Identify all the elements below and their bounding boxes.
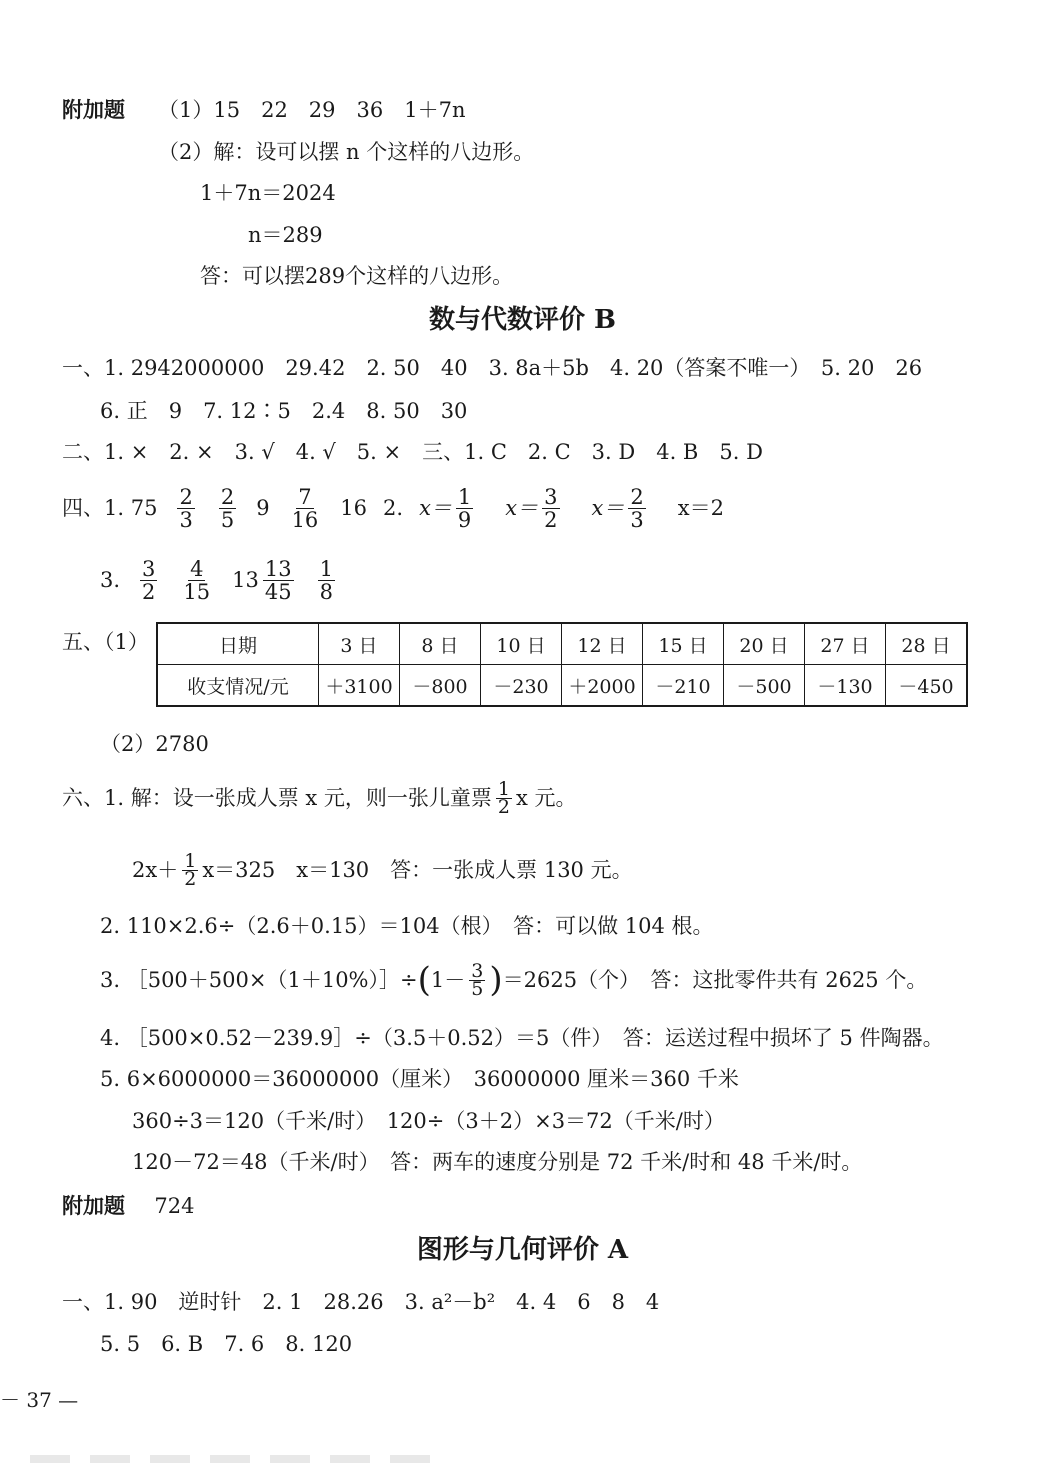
section-b-q5-prefix: 五、（1）: [62, 630, 149, 654]
table-cell: －450: [886, 665, 968, 707]
section-b-q6-line6: 5. 6×6000000＝36000000（厘米） 36000000 厘米＝360 千米: [100, 1067, 739, 1091]
table-cell: ＋3100: [319, 665, 400, 707]
section-title-geometry: 图形与几何评价 A: [416, 1235, 629, 1265]
page-number: － 37 —: [0, 1388, 79, 1412]
text: x 元。: [516, 786, 577, 810]
section-b-q6-line8: 120－72＝48（千米/时） 答：两车的速度分别是 72 千米/时和 48 千米/时。: [132, 1150, 863, 1174]
text: 3. ［500＋500×（1＋10%）］÷: [100, 968, 418, 992]
text: ＝2625（个） 答：这批零件共有 2625 个。: [502, 968, 928, 992]
fraction: $\frac{2}{3}$: [179, 484, 193, 532]
table-cell: 28 日: [886, 623, 968, 665]
section-b-bonus: [62, 1192, 194, 1220]
fraction: $\frac{3}{5}$: [471, 959, 484, 1000]
paren-close: ): [489, 960, 503, 1000]
table-cell: 20 日: [724, 623, 805, 665]
table-cell: ＋2000: [562, 665, 643, 707]
table-cell: 3 日: [319, 623, 400, 665]
section-b-q6-line3: 2. 110×2.6÷（2.6＋0.15）＝104（根） 答：可以做 104 根。: [100, 914, 714, 938]
section-b-q1-line1: 一、1. 2942000000 29.42 2. 50 40 3. 8a＋5b 4. 20（答案不唯一） 5. 20 26: [62, 356, 923, 380]
table-cell: 日期: [157, 623, 319, 665]
bonus-label: 附加题: [62, 1194, 125, 1218]
section-b-q1-line2: 6. 正 9 7. 12∶5 2.4 8. 50 30: [100, 399, 468, 423]
bonus-answer-2: （2）解：设可以摆 n 个这样的八边形。: [158, 140, 535, 164]
section-title-b: 数与代数评价 B: [428, 305, 617, 335]
bleed-through-decoration: [30, 1455, 450, 1463]
bonus-equation-1: 1＋7n＝2024: [200, 181, 336, 205]
table-row: [157, 623, 967, 665]
section-b-q6-line1: [62, 774, 577, 822]
item-number: 3.: [100, 568, 121, 592]
value: 16: [340, 496, 368, 520]
bonus-label-top: 附加题: [62, 98, 125, 122]
fraction: $\frac{1}{2}$: [184, 849, 197, 890]
section-b-q4-line2: [100, 556, 339, 604]
table-cell: －210: [643, 665, 724, 707]
bonus-value: 724: [154, 1194, 195, 1218]
fraction: $\frac{2}{3}$: [630, 484, 644, 532]
text: 六、1. 解：设一张成人票 x 元，则一张儿童票: [62, 786, 492, 810]
section-b-q6-line2: [132, 846, 633, 894]
paren-open: (: [417, 960, 431, 1000]
equation-lhs: x＝: [505, 496, 539, 520]
bonus-answer-text: 答：可以摆289个这样的八边形。: [200, 264, 514, 288]
value: 9: [256, 496, 270, 520]
table-cell: 27 日: [805, 623, 886, 665]
bonus-equation-2: n＝289: [248, 223, 323, 247]
section-b-q6-line5: 4. ［500×0.52－239.9］÷（3.5＋0.52）＝5（件） 答：运送过程中损坏了 5 件陶器。: [100, 1026, 944, 1050]
table-cell: 10 日: [481, 623, 562, 665]
table-cell: 收支情况/元: [157, 665, 319, 707]
text: 2x＋: [132, 858, 179, 882]
table-cell: －130: [805, 665, 886, 707]
equation: x＝2: [677, 496, 724, 520]
section-b-q2-line: 二、1. × 2. × 3. √ 4. √ 5. × 三、1. C 2. C 3. D 4. B 5. D: [62, 440, 763, 464]
section-g-line1: 一、1. 90 逆时针 2. 1 28.26 3. a²－b² 4. 4 6 8 4: [62, 1290, 660, 1314]
section-g-line2: 5. 5 6. B 7. 6 8. 120: [100, 1332, 353, 1356]
equation-lhs: x＝: [591, 496, 625, 520]
fraction: $\frac{4}{15}$: [183, 556, 211, 604]
fraction: $\frac{1}{2}$: [497, 777, 510, 818]
fraction: $\frac{2}{5}$: [220, 484, 235, 532]
item-number: 2.: [383, 496, 404, 520]
table-cell: －230: [481, 665, 562, 707]
equation-lhs: x＝: [419, 496, 452, 520]
table-cell: 8 日: [400, 623, 481, 665]
section-b-q6-line4: [100, 956, 927, 1004]
text: x＝325 x＝130 答：一张成人票 130 元。: [202, 858, 633, 882]
text: 1－: [430, 968, 466, 992]
section-b-q6-line7: 360÷3＝120（千米/时） 120÷（3＋2）×3＝72（千米/时）: [132, 1109, 725, 1133]
income-expense-table: [156, 622, 968, 707]
section-b-q5-part2: （2）2780: [100, 732, 209, 756]
table-row: [157, 665, 967, 707]
fraction: $\frac{3}{2}$: [544, 484, 558, 532]
mixed-whole: 13: [232, 568, 259, 592]
fraction: $\frac{1}{8}$: [319, 556, 333, 604]
fraction: $\frac{13}{45}$: [264, 556, 292, 604]
table-cell: 15 日: [643, 623, 724, 665]
fraction: $\frac{1}{9}$: [457, 484, 472, 532]
table-cell: 12 日: [562, 623, 643, 665]
fraction: $\frac{3}{2}$: [142, 556, 156, 604]
table-cell: －800: [400, 665, 481, 707]
section-b-q4-line1: [62, 484, 724, 532]
table-cell: －500: [724, 665, 805, 707]
q4-prefix: 四、1. 75: [62, 496, 158, 520]
bonus-answer-1: （1）15 22 29 36 1＋7n: [158, 98, 466, 122]
fraction: $\frac{7}{16}$: [291, 484, 319, 532]
